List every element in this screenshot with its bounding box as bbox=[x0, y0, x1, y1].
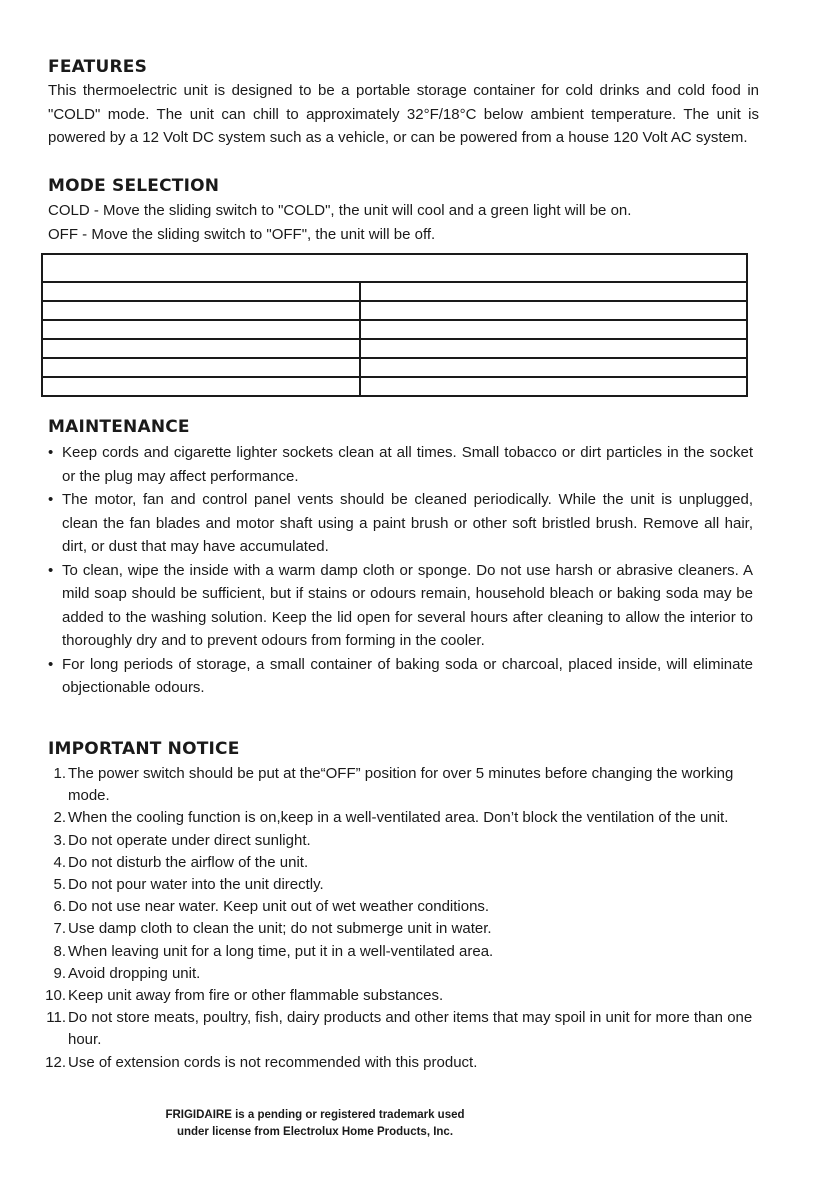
spec-table-cell bbox=[360, 339, 747, 358]
trademark-line-2: under license from Electrolux Home Products, Inc. bbox=[176, 1126, 454, 1138]
spec-table-cell bbox=[42, 320, 360, 339]
notice-item: 7. Use damp cloth to clean the unit; do not submerge unit in water. bbox=[53, 920, 492, 938]
notice-item: 12. Use of extension cords is not recommended with this product. bbox=[45, 1053, 478, 1071]
spec-table-row bbox=[42, 377, 747, 396]
spec-table-cell bbox=[42, 339, 360, 358]
mode-off-text: OFF - Move the sliding switch to "OFF", the unit will be off. bbox=[48, 226, 436, 243]
mode-selection-heading: MODE SELECTION bbox=[48, 176, 220, 196]
notice-item: 6. Do not use near water. Keep unit out of wet weather conditions. bbox=[53, 898, 490, 916]
notice-item: 2. When the cooling function is on,keep in a well-ventilated area. Don’t block the ventilation of the unit. bbox=[53, 809, 729, 827]
spec-table-cell bbox=[360, 320, 747, 339]
spec-table-row bbox=[42, 282, 747, 301]
maintenance-heading: MAINTENANCE bbox=[48, 417, 190, 437]
bullet-icon: • bbox=[48, 561, 54, 579]
spec-table-header-cell bbox=[42, 254, 747, 282]
notice-item: 5. Do not pour water into the unit directly. bbox=[53, 876, 324, 894]
spec-table-cell bbox=[360, 282, 747, 301]
notice-item: 11. Do not store meats, poultry, fish, dairy products and other items that may spoil in unit for more than one hour. bbox=[46, 1009, 753, 1049]
spec-table-row bbox=[42, 358, 747, 377]
maintenance-list bbox=[48, 441, 753, 700]
maintenance-item: • Keep cords and cigarette lighter sockets clean at all times. Small tobacco or dirt particles in the socket or the plug may affect performance. bbox=[48, 441, 753, 488]
bullet-icon: • bbox=[48, 655, 54, 673]
notice-item: 1. The power switch should be put at the“OFF” position for over 5 minutes before changing the working mode. bbox=[53, 765, 734, 805]
spec-table-cell bbox=[42, 282, 360, 301]
maintenance-item: • To clean, wipe the inside with a warm damp cloth or sponge. Do not use harsh or abrasive cleaners. A mild soap should be sufficient, but if stains or odours remain, household bleach or baking soda may be added to the washing solution. Keep the lid open for several hours after cleaning to allow the interior to thoroughly dry and to prevent odours from forming in the cooler. bbox=[48, 559, 753, 653]
spec-table-cell bbox=[360, 358, 747, 377]
spec-table-cell bbox=[42, 358, 360, 377]
mode-cold-text: COLD - Move the sliding switch to "COLD", the unit will cool and a green light will be on. bbox=[48, 202, 632, 219]
spec-table-cell bbox=[42, 301, 360, 320]
notice-item: 9. Avoid dropping unit. bbox=[53, 964, 201, 982]
bullet-icon: • bbox=[48, 491, 54, 508]
spec-table-row bbox=[42, 320, 747, 339]
spec-table-cell bbox=[42, 377, 360, 396]
spec-table-row bbox=[42, 301, 747, 320]
important-notice-list bbox=[36, 763, 776, 1074]
maintenance-item: • For long periods of storage, a small container of baking soda or charcoal, placed inside, will eliminate objectionable odours. bbox=[48, 653, 753, 700]
spec-table bbox=[41, 253, 748, 397]
maintenance-item: • The motor, fan and control panel vents should be cleaned periodically. While the unit is unplugged, clean the fan blades and motor shaft using a paint brush or other soft bristled brush. Remove all hair, dirt, or dust that may have accumulated. bbox=[48, 488, 753, 559]
spec-table-cell bbox=[360, 377, 747, 396]
trademark-line-1: FRIGIDAIRE is a pending or registered trademark used bbox=[165, 1109, 465, 1121]
features-heading: FEATURES bbox=[48, 57, 148, 77]
spec-table-cell bbox=[360, 301, 747, 320]
important-notice-heading: IMPORTANT NOTICE bbox=[48, 739, 240, 759]
features-text: This thermoelectric unit is designed to be a portable storage container for cold drinks and cold food in "COLD" mode. The unit can chill to approximately 32°F/18°C below ambient temperature. The unit is powered by a 12 Volt DC system such as a vehicle, or can be powered from a house 120 Volt AC system. bbox=[48, 82, 759, 146]
notice-item: 8. When leaving unit for a long time, put it in a well-ventilated area. bbox=[53, 942, 494, 960]
spec-table-row bbox=[42, 339, 747, 358]
notice-item: 10. Keep unit away from fire or other flammable substances. bbox=[45, 987, 444, 1005]
spec-table-header-row bbox=[42, 254, 747, 282]
notice-item: 3. Do not operate under direct sunlight. bbox=[53, 831, 311, 849]
notice-item: 4. Do not disturb the airflow of the unit. bbox=[53, 853, 309, 871]
trademark-footer bbox=[150, 1107, 480, 1141]
bullet-icon: • bbox=[48, 444, 54, 461]
